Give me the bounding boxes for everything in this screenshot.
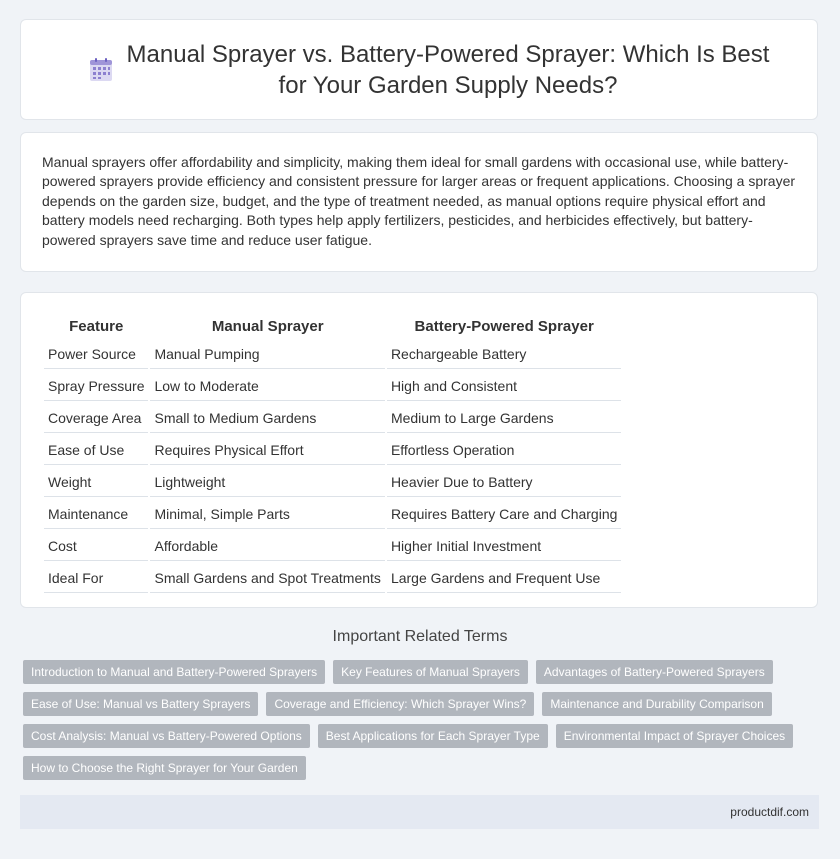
- table-cell-battery: Requires Battery Care and Charging: [387, 499, 621, 529]
- footer-site-name[interactable]: productdif.com: [730, 805, 809, 819]
- table-cell-battery: Effortless Operation: [387, 435, 621, 465]
- table-cell-manual: Minimal, Simple Parts: [150, 499, 384, 529]
- related-term-tag[interactable]: Maintenance and Durability Comparison: [542, 692, 771, 716]
- table-cell-battery: Higher Initial Investment: [387, 531, 621, 561]
- table-cell-feature: Ideal For: [44, 563, 148, 593]
- table-cell-battery: High and Consistent: [387, 371, 621, 401]
- related-term-tag[interactable]: How to Choose the Right Sprayer for Your Garden: [23, 756, 306, 780]
- column-header-feature: Feature: [69, 318, 124, 335]
- related-term-tag[interactable]: Best Applications for Each Sprayer Type: [318, 724, 548, 748]
- table-cell-manual: Small Gardens and Spot Treatments: [150, 563, 384, 593]
- table-row: [44, 403, 621, 433]
- table-cell-battery: Medium to Large Gardens: [387, 403, 621, 433]
- table-row: [44, 435, 621, 465]
- related-terms-heading: Important Related Terms: [332, 628, 508, 645]
- related-term-tag[interactable]: Ease of Use: Manual vs Battery Sprayers: [23, 692, 258, 716]
- footer: [20, 795, 819, 829]
- table-cell-manual: Low to Moderate: [150, 371, 384, 401]
- related-term-tag[interactable]: Advantages of Battery-Powered Sprayers: [536, 660, 773, 684]
- table-cell-battery: Large Gardens and Frequent Use: [387, 563, 621, 593]
- table-cell-manual: Small to Medium Gardens: [150, 403, 384, 433]
- table-cell-feature: Coverage Area: [44, 403, 148, 433]
- table-cell-manual: Requires Physical Effort: [150, 435, 384, 465]
- table-row: [44, 531, 621, 561]
- intro-paragraph: Manual sprayers offer affordability and simplicity, making them ideal for small gardens with occasional use, while battery-powered sprayers provide efficiency and consistent pressure for larger areas or frequent applications. Choosing a sprayer depends on the garden size, budget, and the type of treatment needed, as manual options require physical effort and battery models need recharging. Both types help apply fertilizers, pesticides, and herbicides effectively, but battery-powered sprayers save time and reduce user fatigue.: [42, 154, 796, 248]
- table-cell-feature: Ease of Use: [44, 435, 148, 465]
- column-header-manual: Manual Sprayer: [211, 318, 324, 335]
- related-term-tag[interactable]: Key Features of Manual Sprayers: [333, 660, 528, 684]
- intro-card: [20, 132, 818, 272]
- comparison-table: [42, 312, 623, 595]
- table-cell-manual: Affordable: [150, 531, 384, 561]
- related-term-tag[interactable]: Environmental Impact of Sprayer Choices: [556, 724, 793, 748]
- table-row: [44, 499, 621, 529]
- table-header-row: [44, 314, 621, 337]
- calendar-grid-icon: [87, 56, 115, 84]
- table-cell-manual: Manual Pumping: [150, 339, 384, 369]
- related-term-tag[interactable]: Introduction to Manual and Battery-Powered Sprayers: [23, 660, 325, 684]
- table-cell-feature: Spray Pressure: [44, 371, 148, 401]
- related-term-tag[interactable]: Cost Analysis: Manual vs Battery-Powered Options: [23, 724, 310, 748]
- table-cell-feature: Cost: [44, 531, 148, 561]
- page-title: Manual Sprayer vs. Battery-Powered Sprayer: Which Is Best for Your Garden Supply Needs?: [126, 40, 770, 99]
- comparison-card: [20, 292, 818, 608]
- table-cell-feature: Weight: [44, 467, 148, 497]
- table-row: [44, 339, 621, 369]
- table-cell-feature: Power Source: [44, 339, 148, 369]
- table-cell-battery: Heavier Due to Battery: [387, 467, 621, 497]
- table-cell-battery: Rechargeable Battery: [387, 339, 621, 369]
- column-header-battery: Battery-Powered Sprayer: [414, 318, 594, 335]
- related-terms-list: [23, 660, 813, 780]
- table-row: [44, 467, 621, 497]
- table-row: [44, 563, 621, 593]
- header-card: [20, 19, 818, 120]
- related-term-tag[interactable]: Coverage and Efficiency: Which Sprayer Wins?: [266, 692, 534, 716]
- table-cell-manual: Lightweight: [150, 467, 384, 497]
- table-row: [44, 371, 621, 401]
- table-cell-feature: Maintenance: [44, 499, 148, 529]
